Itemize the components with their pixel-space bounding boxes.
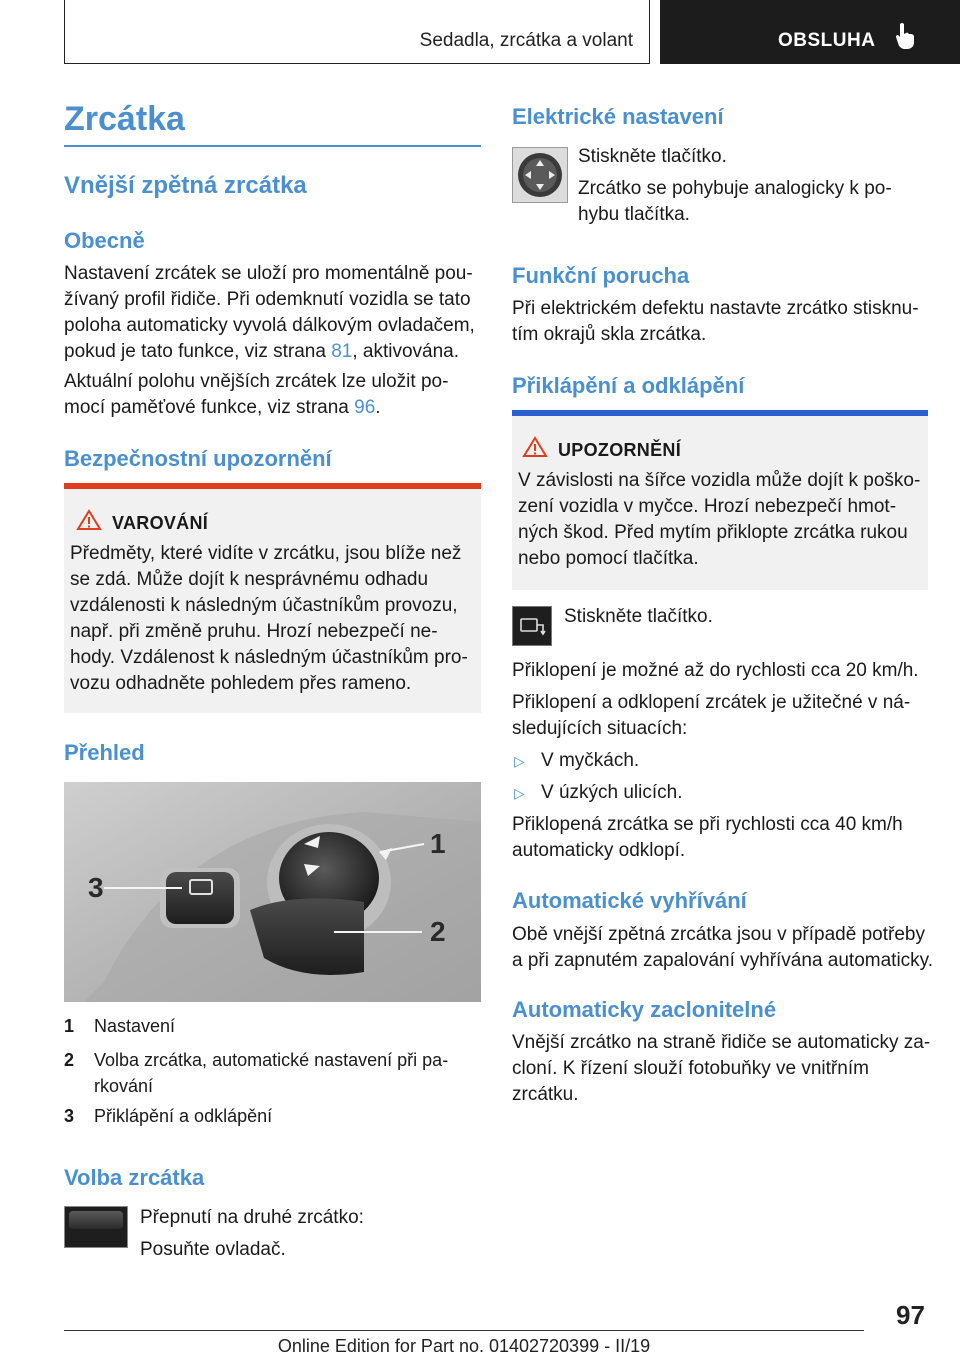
joystick-icon [512,147,568,203]
fold-bullet-1: V myčkách. [541,750,640,771]
pointing-hand-icon [894,22,916,50]
heading-heating: Automatické vyhřívání [512,888,747,913]
footer-edition: Online Edition for Part no. 01402720399 - II/19 [277,1336,651,1356]
footer-divider [64,1330,864,1331]
notice-text: V závislosti na šířce vozidla může dojít k poško- zení vozidla v myčce. Hrozí nebezpečí hmot- ných škod. Před mytím přiklopte zrcátka rukou nebo pomocí tlačítka. [518,470,921,569]
legend-text-1: Nastavení [94,1016,176,1036]
heading-mirror-selection: Volba zrcátka [64,1165,205,1190]
page-link-81[interactable]: 81 [331,341,353,362]
fold-press-button: Stiskněte tlačítko. [564,606,713,627]
heading-electric-adjust: Elektrické nastavení [512,104,724,129]
fold-mirror-button-icon [512,606,552,646]
subtitle-exterior-mirrors: Vnější zpětná zrcátka [64,172,307,199]
fold-paragraph-1: Přiklopení je možné až do rychlosti cca 20 km/h. [512,660,919,681]
dimming-text: Vnější zrcátko na straně řidiče se automaticky za- cloní. K řízení slouží fotobuňky ve vnitřním zrcátku. [512,1032,931,1105]
malfunction-text: Při elektrickém defektu nastavte zrcátko stisknu- tím okrajů skla zrcátka. [512,298,919,345]
legend-text-3: Přiklápění a odklápění [94,1106,273,1126]
fold-paragraph-3: Přiklopená zrcátka se při rychlosti cca 40 km/h automaticky odklopí. [512,814,903,861]
mirror-control-photo [64,782,481,1002]
page-title: Zrcátka [64,100,185,138]
photo-label-1: 1 [430,828,446,859]
electric-line-2: Zrcátko se pohybuje analogicky k po- hybu tlačítka. [578,178,892,225]
warning-text: Předměty, které vidíte v zrcátku, jsou blíže než se zdá. Může dojít k nesprávnému odhadu vzdálenosti k následným účastníkům provozu, např. při změně pruhu. Hrozí nebezpečí ne- hody. Vzdálenost k následným účastníkům pro- vozu odhadněte pohledem přes rameno. [70,543,468,694]
heading-malfunction: Funkční porucha [512,263,690,288]
selection-line-2: Posuňte ovladač. [140,1239,286,1260]
heading-safety: Bezpečnostní upozornění [64,446,332,471]
notice-rule [512,410,928,416]
bullet-triangle-icon: ▷ [514,785,525,801]
selection-line-1: Přepnutí na druhé zrcátko: [140,1207,364,1228]
page-number: 97 [896,1300,925,1330]
warning-box [64,483,481,713]
warning-label: VAROVÁNÍ [112,513,209,533]
heading-general: Obecně [64,228,145,253]
header-chapter-title: OBSLUHA [778,30,876,51]
legend-number-3: 3 [64,1106,75,1126]
general-paragraph-2: Aktuální polohu vnějších zrcátek lze uložit po- mocí paměťové funkce, viz strana 96. [64,371,449,418]
general-paragraph-1: Nastavení zrcátek se uloží pro momentálně pou- žívaný profil řidiče. Při odemknutí vozidla se tato poloha automaticky vyvolá dálkovým ovladačem, pokud je tato funkce, viz strana 81, aktivována. [64,263,475,362]
header-section-box [64,0,650,64]
heating-text: Obě vnější zpětná zrcátka jsou v případě potřeby a při zapnutém zapalování vyhřívána automaticky. [512,924,934,971]
legend-number-2: 2 [64,1050,75,1070]
heading-dimming: Automaticky zaclonitelné [512,997,777,1022]
selector-switch-icon [64,1206,128,1248]
notice-label: UPOZORNĚNÍ [558,440,682,460]
bullet-triangle-icon: ▷ [514,753,525,769]
heading-overview: Přehled [64,740,145,765]
electric-line-1: Stiskněte tlačítko. [578,146,727,167]
heading-folding: Přiklápění a odklápění [512,373,745,398]
fold-paragraph-2: Přiklopení a odklopení zrcátek je užitečné v ná- sledujících situacích: [512,692,911,739]
header-section-title: Sedadla, zrcátka a volant [419,30,633,51]
warning-rule [64,483,481,489]
notice-triangle-icon [522,436,548,458]
title-divider [64,145,481,147]
photo-label-2: 2 [430,916,446,947]
photo-label-3: 3 [88,872,104,903]
notice-box [512,410,928,590]
header-chapter-box [660,0,960,64]
warning-triangle-icon [76,509,102,531]
fold-bullet-2: V úzkých ulicích. [541,782,683,803]
legend-text-2: Volba zrcátka, automatické nastavení při pa- rkování [94,1050,449,1096]
page-link-96[interactable]: 96 [354,397,376,418]
legend-number-1: 1 [64,1016,75,1036]
